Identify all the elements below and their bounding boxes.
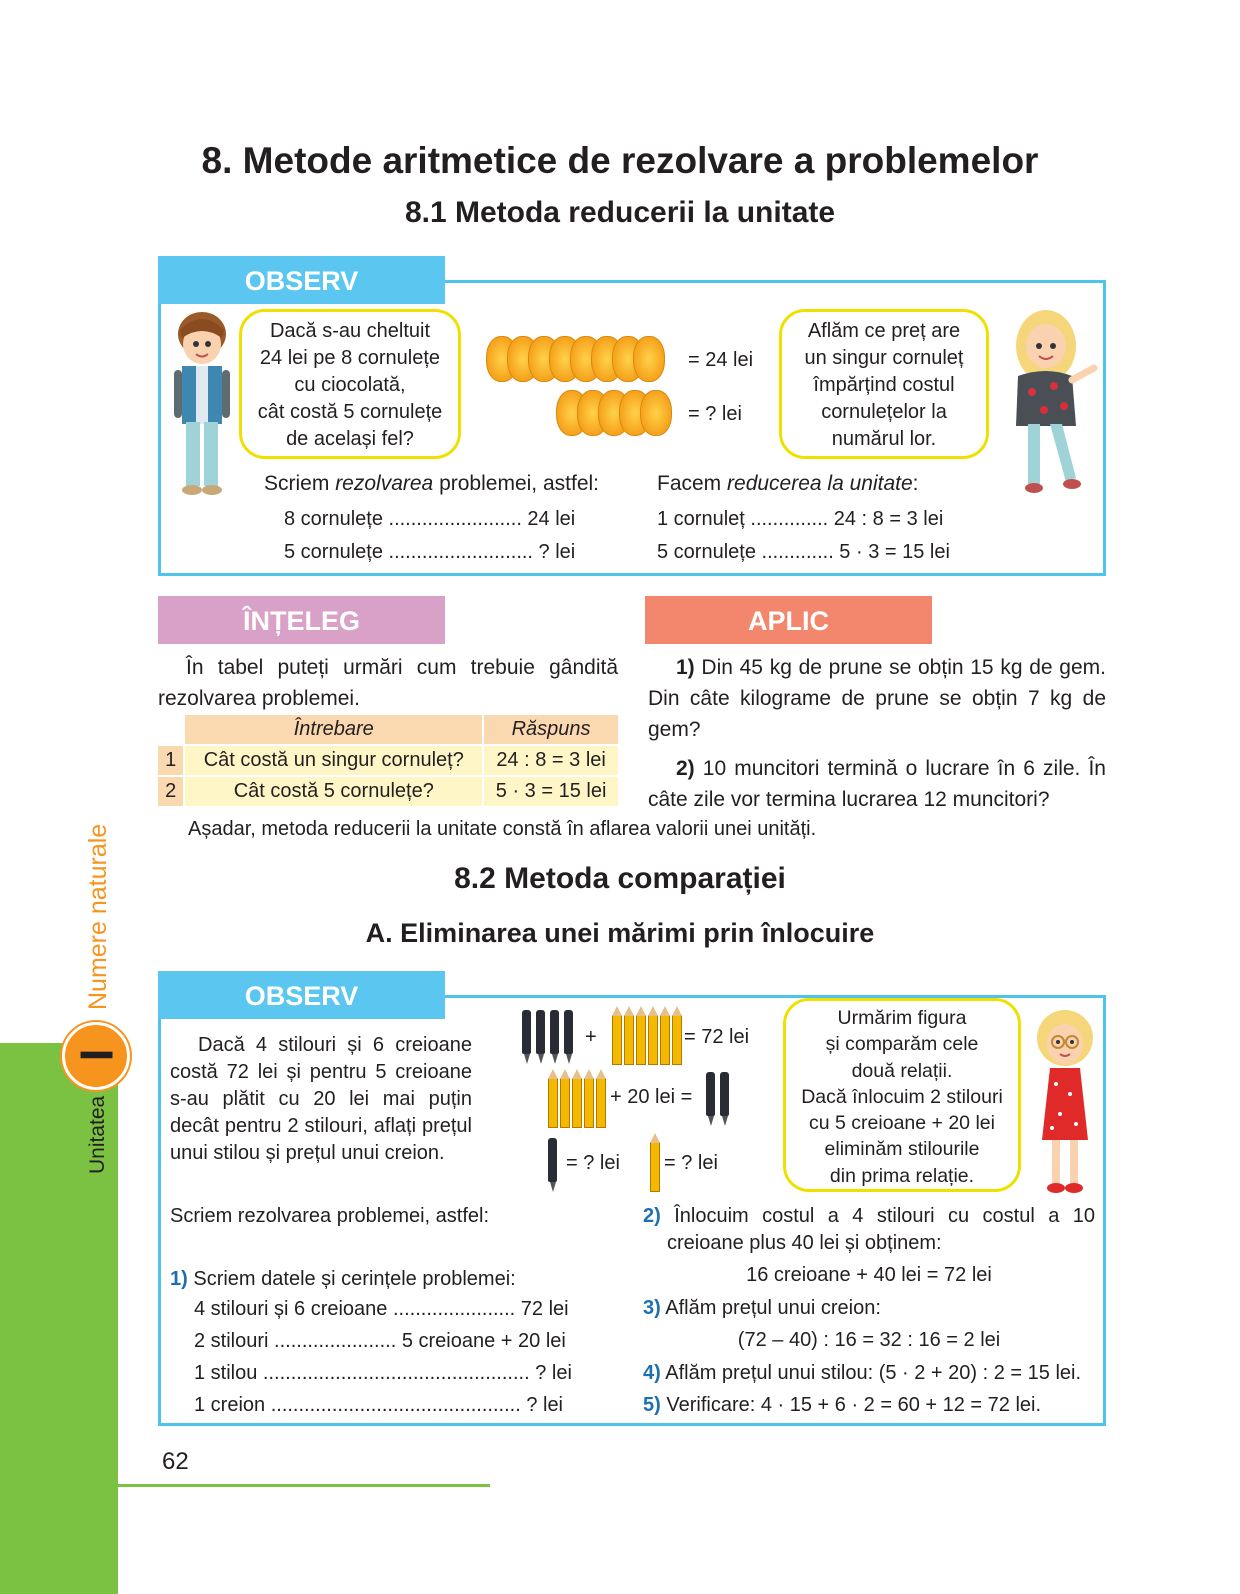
bubble-line: cornulețelor la bbox=[821, 401, 947, 423]
pencil-icon bbox=[572, 1078, 582, 1128]
bubble-line: Urmărim figura bbox=[837, 1007, 967, 1029]
pens-group-2 bbox=[706, 1072, 732, 1132]
pencil-icon bbox=[624, 1015, 634, 1065]
bubble-line: cât costă 5 cornulețe bbox=[257, 401, 443, 423]
question-table bbox=[156, 713, 620, 808]
pencils-group-6 bbox=[612, 1015, 682, 1067]
pencil-icon bbox=[560, 1078, 570, 1128]
croissant-icon bbox=[640, 390, 672, 436]
pencil-icon bbox=[650, 1142, 660, 1192]
croissant-icon bbox=[633, 336, 665, 382]
section-title: 8.2 Metoda comparației bbox=[454, 862, 786, 895]
boy-illustration bbox=[166, 308, 238, 500]
question-cell: Cât costă un singur cornuleț? bbox=[184, 745, 483, 776]
reduction-intro: Facem reducerea la unitate: bbox=[657, 472, 919, 495]
pencil-icon bbox=[672, 1015, 682, 1065]
data-row: 2 stilouri ...................... 5 creioane + 20 lei bbox=[194, 1330, 566, 1352]
pencil-icon bbox=[548, 1078, 558, 1128]
unit-number-badge: I bbox=[62, 1022, 130, 1090]
equation-label: = 24 lei bbox=[688, 349, 754, 371]
equation-label: = 72 lei bbox=[684, 1026, 750, 1048]
unit-label: Unitatea bbox=[86, 1095, 109, 1174]
pens-group-4 bbox=[522, 1010, 574, 1070]
data-row: 4 stilouri și 6 creioane ...................... 72 lei bbox=[194, 1298, 569, 1320]
inteleg-intro: În tabel puteți urmări cum trebuie gândită rezolvarea problemei. bbox=[158, 656, 618, 710]
solution-row: 5 cornulețe .......................... ? lei bbox=[284, 541, 576, 563]
pencil-icon bbox=[660, 1015, 670, 1065]
step-2: 2) Înlocuim costul a 4 stilouri cu costul a 10 creioane plus 40 lei și obținem: bbox=[643, 1205, 1095, 1254]
problem-text: Dacă 4 stilouri și 6 creioane costă 72 lei și pentru 5 creioane s-au plătit cu 20 lei mai puțin decât pentru 2 stilouri, aflați prețul unui stilou și prețul unui creion. bbox=[170, 1034, 472, 1164]
girl-speech-bubble bbox=[783, 998, 1021, 1192]
bubble-line: Aflăm ce preț are bbox=[807, 320, 961, 342]
bubble-line: Dacă s-au cheltuit bbox=[269, 320, 431, 342]
pencils-group-5 bbox=[548, 1078, 608, 1130]
data-row: 1 creion ............................................. ? lei bbox=[194, 1394, 564, 1416]
exercise-1: 1) Din 45 kg de prune se obțin 15 kg de gem. Din câte kilograme de prune se obțin 7 kg de gem? bbox=[648, 656, 1106, 741]
row-number: 1 bbox=[157, 745, 184, 776]
bubble-line: 24 lei pe 8 cornulețe bbox=[259, 347, 441, 369]
bubble-line: un singur cornuleț bbox=[804, 347, 964, 369]
pencil-icon bbox=[612, 1015, 622, 1065]
pen-icon bbox=[706, 1072, 715, 1116]
inteleg-tab: ÎNȚELEG bbox=[158, 596, 445, 644]
boy-speech-bubble bbox=[239, 309, 461, 459]
solution-intro: Scriem rezolvarea problemei, astfel: bbox=[170, 1205, 490, 1227]
bubble-line: și comparăm cele bbox=[825, 1033, 979, 1056]
croissants-group-8 bbox=[486, 336, 676, 382]
pen-icon bbox=[564, 1010, 573, 1054]
croissants-group-5 bbox=[556, 390, 676, 436]
table-header: Întrebare bbox=[184, 714, 483, 745]
plus-sign: + bbox=[585, 1026, 597, 1048]
step-5: 5) Verificare: 4 · 15 + 6 · 2 = 60 + 12 = 72 lei. bbox=[643, 1394, 1042, 1416]
answer-cell: 5 · 3 = 15 lei bbox=[483, 776, 619, 807]
step-3-equation: (72 – 40) : 16 = 32 : 16 = 2 lei bbox=[737, 1329, 1001, 1351]
bubble-line: din prima relație. bbox=[829, 1164, 975, 1187]
page-title: 8. Metode aritmetice de rezolvare a problemelor bbox=[201, 140, 1039, 181]
step-2-equation: 16 creioane + 40 lei = 72 lei bbox=[746, 1264, 992, 1286]
bubble-line: cu 5 creioane + 20 lei bbox=[809, 1112, 995, 1135]
bubble-line: împărțind costul bbox=[813, 374, 955, 396]
table-header: Răspuns bbox=[483, 714, 619, 745]
observ-tab: OBSERV bbox=[158, 971, 445, 1019]
unit-title: Numere naturale bbox=[84, 823, 112, 1010]
solution-intro: Scriem rezolvarea problemei, astfel: bbox=[264, 472, 599, 495]
step-4: 4) Aflăm prețul unui stilou: (5 · 2 + 20) : 2 = 15 lei. bbox=[643, 1362, 1082, 1384]
step-3: 3) Aflăm prețul unui creion: bbox=[643, 1297, 881, 1319]
pencil-icon bbox=[648, 1015, 658, 1065]
bubble-line: de același fel? bbox=[286, 428, 414, 450]
equation-label: = ? lei bbox=[688, 403, 742, 425]
pen-icon bbox=[522, 1010, 531, 1054]
pencil-icon bbox=[636, 1015, 646, 1065]
bubble-line: Dacă înlocuim 2 stilouri bbox=[801, 1085, 1003, 1108]
solution-row: 8 cornulețe ........................ 24 lei bbox=[284, 508, 576, 530]
page-number: 62 bbox=[162, 1448, 189, 1475]
pencil-icon bbox=[584, 1078, 594, 1128]
conclusion: Așadar, metoda reducerii la unitate constă în aflarea valorii unei unități. bbox=[188, 818, 817, 840]
question-cell: Cât costă 5 cornulețe? bbox=[184, 776, 483, 807]
section-title: 8.1 Metoda reducerii la unitate bbox=[404, 196, 836, 229]
bubble-line: eliminăm stilourile bbox=[824, 1138, 980, 1161]
table-corner bbox=[157, 714, 184, 745]
pen-icon bbox=[720, 1072, 729, 1116]
equation-label: = ? lei bbox=[566, 1152, 620, 1174]
pen-icon bbox=[536, 1010, 545, 1054]
girl-speech-bubble bbox=[779, 309, 989, 459]
bubble-line: numărul lor. bbox=[831, 428, 937, 450]
equation-label: = ? lei bbox=[664, 1152, 718, 1174]
table-row bbox=[157, 776, 619, 807]
observ-tab: OBSERV bbox=[158, 256, 445, 304]
pen-icon bbox=[550, 1010, 559, 1054]
pen-icon bbox=[548, 1138, 557, 1182]
answer-cell: 24 : 8 = 3 lei bbox=[483, 745, 619, 776]
table-row bbox=[157, 745, 619, 776]
equation-label: + 20 lei = bbox=[610, 1086, 693, 1108]
reduction-row: 1 cornuleț .............. 24 : 8 = 3 lei bbox=[657, 508, 944, 530]
row-number: 2 bbox=[157, 776, 184, 807]
bubble-line: cu ciocolată, bbox=[294, 374, 406, 396]
girl-with-glasses-illustration bbox=[1030, 1004, 1100, 1196]
footer-rule bbox=[118, 1484, 490, 1487]
data-row: 1 stilou ................................................ ? lei bbox=[194, 1362, 572, 1384]
pencil-icon bbox=[596, 1078, 606, 1128]
section-subtitle: A. Eliminarea unei mărimi prin înlocuire bbox=[365, 918, 875, 948]
girl-illustration bbox=[1006, 306, 1102, 498]
aplic-tab: APLIC bbox=[645, 596, 932, 644]
exercise-2: 2) 10 muncitori termină o lucrare în 6 zile. În câte zile vor termina lucrarea 12 muncitori? bbox=[648, 757, 1106, 811]
bubble-line: două relații. bbox=[851, 1059, 953, 1082]
reduction-row: 5 cornulețe ............. 5 · 3 = 15 lei bbox=[657, 541, 950, 563]
step-1: 1) Scriem datele și cerințele problemei: bbox=[170, 1268, 516, 1290]
